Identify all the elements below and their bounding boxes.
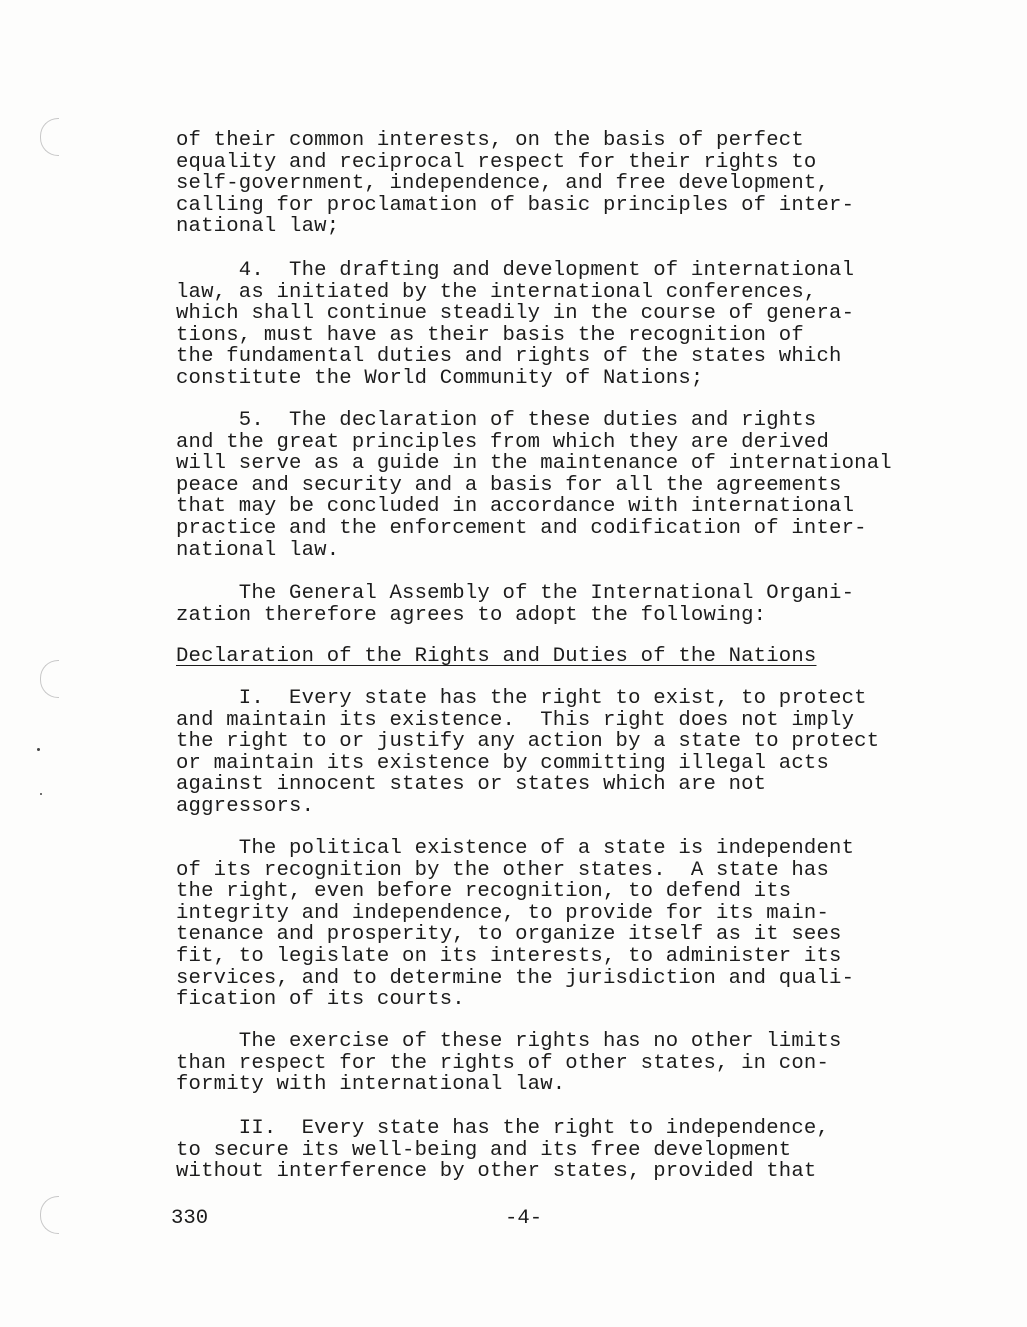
paragraph-point-4: 4. The drafting and development of international law, as initiated by the international conferences, which shall continue steadily in the course of genera- tions, must have as their basis the recognition of the fundamental duties and rights of the states which constitute the World Community of Nations; xyxy=(176,259,855,390)
paragraph-political-existence: The political existence of a state is independent of its recognition by the other states. A state has the right, even before recognition, to defend its integrity and independence, to provide for its main- tenance and prosperity, to organize itself as it sees fit, to legislate on its interests, to administer its services, and to determine the jurisdiction and quali- fication of its courts. xyxy=(176,837,855,1012)
punch-hole-mark xyxy=(40,118,59,156)
section-heading: Declaration of the Rights and Duties of the Nations xyxy=(176,645,817,668)
punch-hole-mark xyxy=(40,1196,59,1234)
paragraph-continuation: of their common interests, on the basis of perfect equality and reciprocal respect for their rights to self-government, independence, and free development, calling for proclamation of basic principles of inter- national law; xyxy=(176,129,855,239)
file-number: 330 xyxy=(171,1207,209,1230)
paragraph-article-ii: II. Every state has the right to independence, to secure its well-being and its free development without interference by other states, provided that xyxy=(176,1117,830,1184)
punch-hole-mark xyxy=(40,660,59,698)
page-number: -4- xyxy=(505,1207,543,1230)
paragraph-exercise-of-rights: The exercise of these rights has no other limits than respect for the rights of other states, in con- formity with international law. xyxy=(176,1030,842,1097)
paragraph-general-assembly: The General Assembly of the International Organi- zation therefore agrees to adopt the following: xyxy=(176,582,855,627)
paragraph-article-i: I. Every state has the right to exist, to protect and maintain its existence. This right does not imply the right to or justify any action by a state to protect or maintain its existence by committing illegal acts against innocent states or states which are not aggressors. xyxy=(176,687,880,818)
ink-speck xyxy=(40,793,42,795)
paragraph-point-5: 5. The declaration of these duties and rights and the great principles from which they are derived will serve as a guide in the maintenance of international peace and security and a basis for all the agreements that may be concluded in accordance with international practice and the enforcement and codification of inter- national law. xyxy=(176,409,892,562)
ink-speck xyxy=(37,748,40,751)
